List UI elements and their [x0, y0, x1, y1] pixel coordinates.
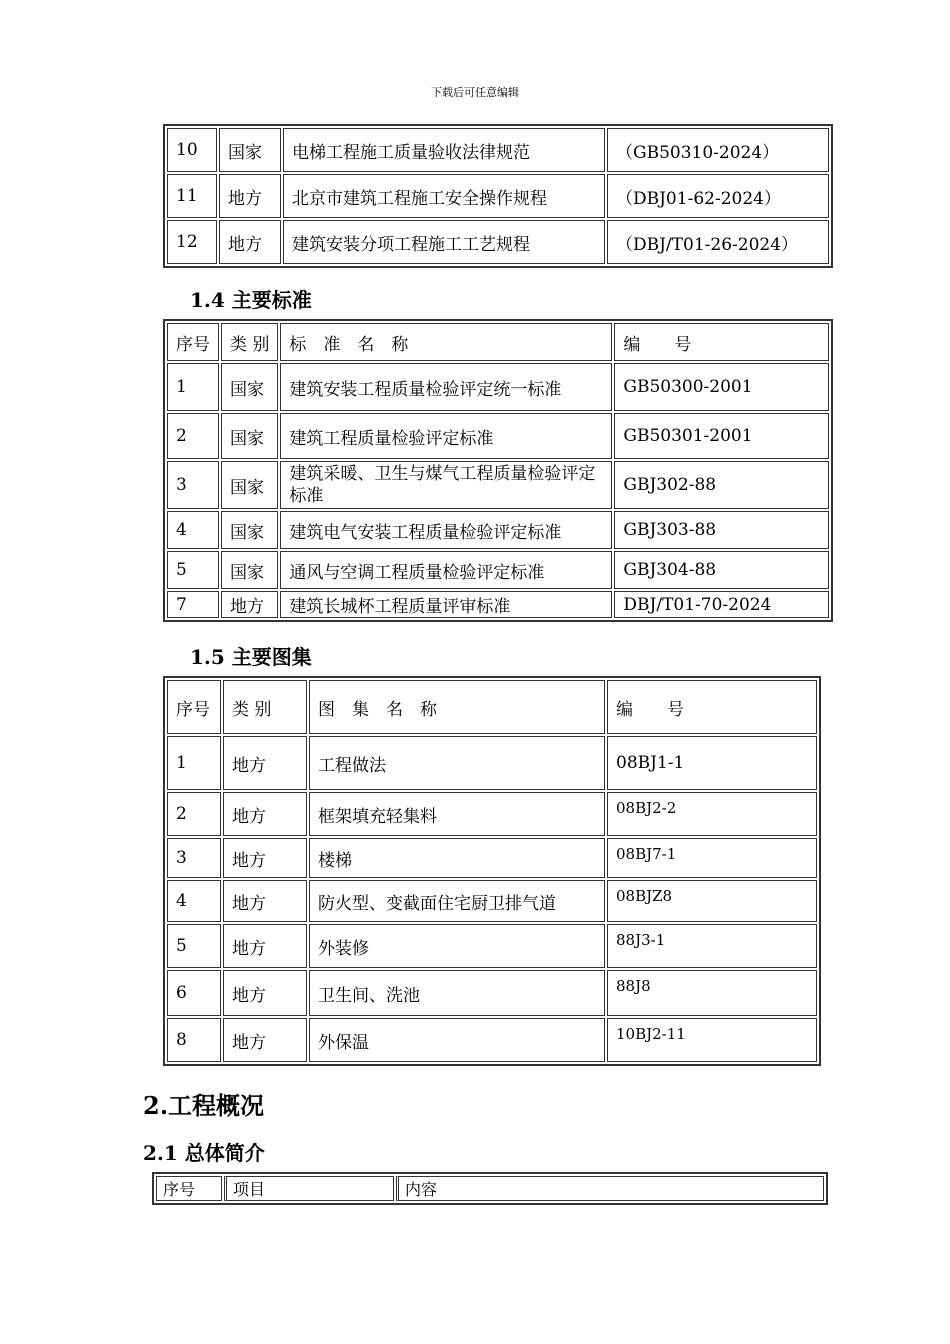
- table-cell: （DBJ01-62-2024）: [607, 174, 829, 218]
- table-cell: 地方: [219, 220, 281, 264]
- table-cell: GBJ304-88: [614, 551, 829, 589]
- table-cell: 地方: [223, 970, 307, 1016]
- table-header-row: [167, 323, 829, 361]
- table-cell: 6: [167, 970, 221, 1016]
- table-row: [167, 413, 829, 459]
- table-cell: 卫生间、洗池: [309, 970, 605, 1016]
- column-header: 编 号: [607, 680, 817, 734]
- table-cell: 北京市建筑工程施工安全操作规程: [283, 174, 605, 218]
- table-cell: 地方: [223, 880, 307, 922]
- table-cell: 1: [167, 736, 221, 790]
- table-cell: 国家: [221, 551, 278, 589]
- table-row: [167, 220, 829, 264]
- page-header: 下载后可任意编辑: [431, 86, 519, 99]
- table-cell: 建筑电气安装工程质量检验评定标准: [280, 511, 612, 549]
- table-cell: 国家: [219, 128, 281, 172]
- regulations-table-continued: [163, 124, 833, 268]
- table-cell: 12: [167, 220, 217, 264]
- table-row: [167, 880, 817, 922]
- table-cell: GBJ303-88: [614, 511, 829, 549]
- table-cell: 国家: [221, 413, 278, 459]
- table-cell: 3: [167, 461, 219, 509]
- table-cell: 地方: [223, 838, 307, 878]
- section-heading-1-4: 1.4 主要标准: [190, 288, 312, 312]
- column-header: 编 号: [614, 323, 829, 361]
- table-cell: 08BJ7-1: [607, 838, 817, 878]
- table-cell: 外装修: [309, 924, 605, 968]
- table-row: [167, 838, 817, 878]
- overview-table: [152, 1172, 828, 1205]
- table-row: [167, 1018, 817, 1062]
- table-cell: 工程做法: [309, 736, 605, 790]
- table-cell: 3: [167, 838, 221, 878]
- table-cell: 10: [167, 128, 217, 172]
- table-cell: 5: [167, 551, 219, 589]
- column-header: 序号: [167, 680, 221, 734]
- atlases-table: [163, 676, 821, 1066]
- table-cell: 地方: [223, 1018, 307, 1062]
- table-cell: 88J8: [607, 970, 817, 1016]
- table-cell: 电梯工程施工质量验收法律规范: [283, 128, 605, 172]
- table-cell: 地方: [219, 174, 281, 218]
- table-cell: 国家: [221, 511, 278, 549]
- standards-table: [163, 319, 833, 622]
- table-cell: 1: [167, 363, 219, 411]
- table-row: [167, 511, 829, 549]
- table-cell: 4: [167, 511, 219, 549]
- table-cell: 08BJ2-2: [607, 792, 817, 836]
- column-header: 项目: [224, 1176, 394, 1201]
- column-header: 图 集 名 称: [309, 680, 605, 734]
- table-cell: GB50301-2001: [614, 413, 829, 459]
- table-cell: 8: [167, 1018, 221, 1062]
- table-cell: DBJ/T01-70-2024: [614, 591, 829, 618]
- table-cell: （DBJ/T01-26-2024）: [607, 220, 829, 264]
- table-cell: 08BJ1-1: [607, 736, 817, 790]
- column-header: 内容: [396, 1176, 824, 1201]
- table-cell: 88J3-1: [607, 924, 817, 968]
- table-header-row: [156, 1176, 824, 1201]
- table-cell: 建筑长城杯工程质量评审标准: [280, 591, 612, 618]
- table-cell: 楼梯: [309, 838, 605, 878]
- table-cell: 5: [167, 924, 221, 968]
- table-cell: 地方: [223, 736, 307, 790]
- table-cell: 国家: [221, 461, 278, 509]
- table-row: [167, 128, 829, 172]
- table-cell: 框架填充轻集料: [309, 792, 605, 836]
- table-cell: 地方: [223, 792, 307, 836]
- table-cell: 外保温: [309, 1018, 605, 1062]
- table-cell: 建筑采暖、卫生与煤气工程质量检验评定标准: [280, 461, 612, 509]
- table-cell: 国家: [221, 363, 278, 411]
- table-cell: 防火型、变截面住宅厨卫排气道: [309, 880, 605, 922]
- column-header: 类 别: [223, 680, 307, 734]
- table-cell: 建筑安装工程质量检验评定统一标准: [280, 363, 612, 411]
- table-row: [167, 551, 829, 589]
- table-cell: 地方: [223, 924, 307, 968]
- table-row: [167, 924, 817, 968]
- table-cell: （GB50310-2024）: [607, 128, 829, 172]
- table-header-row: [167, 680, 817, 734]
- column-header: 序号: [167, 323, 219, 361]
- column-header: 序号: [156, 1176, 222, 1201]
- section-heading-2-1: 2.1 总体简介: [143, 1141, 265, 1165]
- table-row: [167, 792, 817, 836]
- table-cell: 地方: [221, 591, 278, 618]
- table-cell: GBJ302-88: [614, 461, 829, 509]
- table-row: [167, 174, 829, 218]
- table-cell: 7: [167, 591, 219, 618]
- table-row: [167, 736, 817, 790]
- table-cell: 建筑安装分项工程施工工艺规程: [283, 220, 605, 264]
- section-heading-2: 2.工程概况: [143, 1091, 265, 1120]
- table-cell: GB50300-2001: [614, 363, 829, 411]
- table-cell: 11: [167, 174, 217, 218]
- table-row: [167, 363, 829, 411]
- section-heading-1-5: 1.5 主要图集: [190, 645, 312, 669]
- table-row: [167, 970, 817, 1016]
- table-cell: 4: [167, 880, 221, 922]
- table-row: [167, 591, 829, 618]
- table-cell: 10BJ2-11: [607, 1018, 817, 1062]
- table-cell: 2: [167, 792, 221, 836]
- column-header: 标 准 名 称: [280, 323, 612, 361]
- table-cell: 建筑工程质量检验评定标准: [280, 413, 612, 459]
- table-cell: 2: [167, 413, 219, 459]
- table-cell: 通风与空调工程质量检验评定标准: [280, 551, 612, 589]
- column-header: 类 别: [221, 323, 278, 361]
- table-cell: 08BJZ8: [607, 880, 817, 922]
- table-row: [167, 461, 829, 509]
